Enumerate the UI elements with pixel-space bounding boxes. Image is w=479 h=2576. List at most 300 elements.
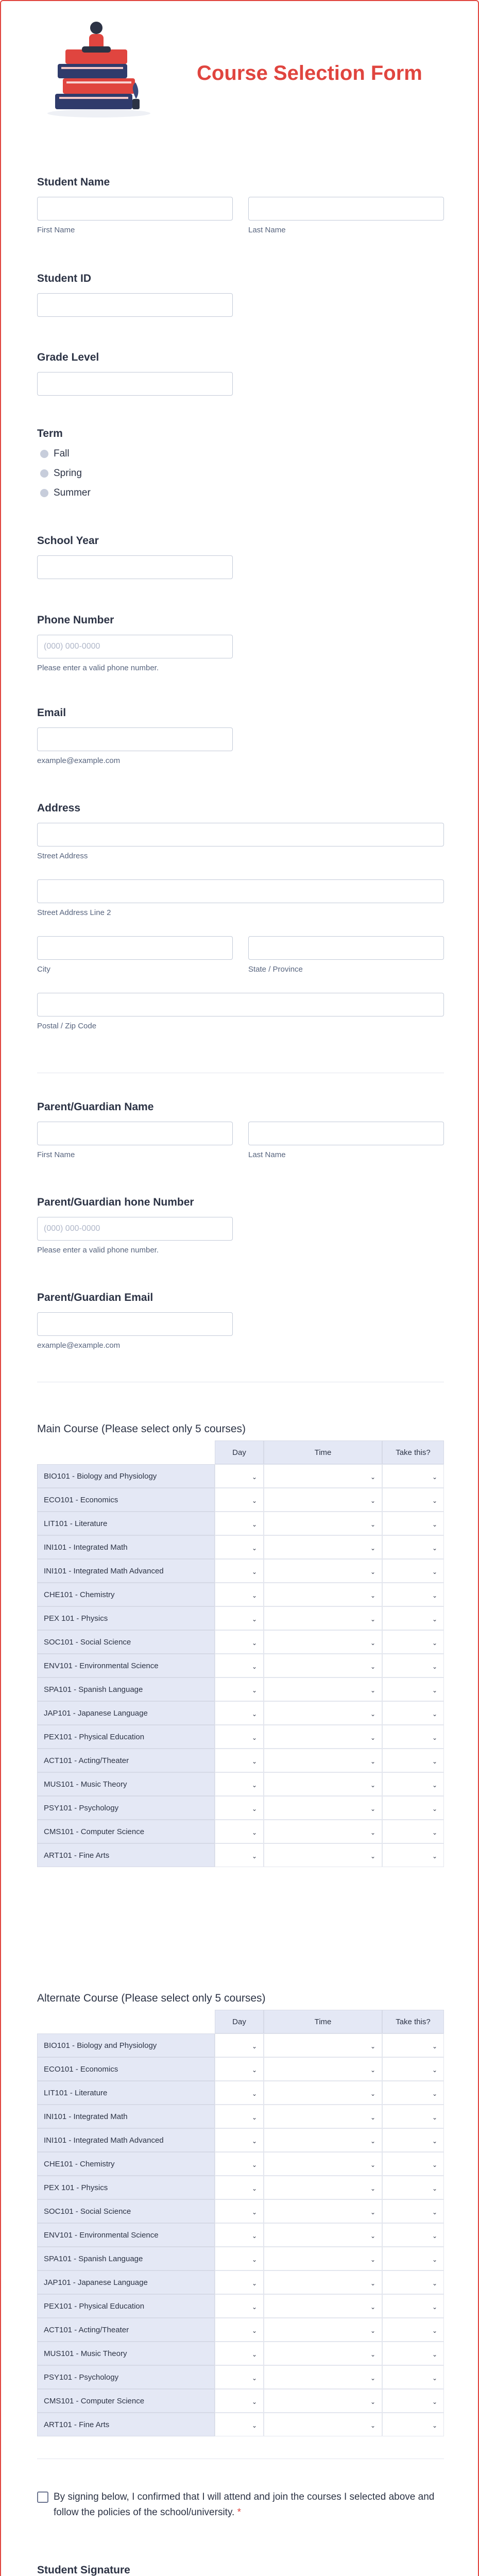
table-row xyxy=(37,1796,444,1820)
take-this-dropdown[interactable] xyxy=(382,1796,444,1820)
chevron-down-icon: ⌄ xyxy=(370,2066,376,2074)
table-row xyxy=(37,2223,444,2247)
take-this-dropdown[interactable] xyxy=(382,1464,444,1488)
course-label: INI101 - Integrated Math Advanced xyxy=(37,1559,215,1583)
take-this-dropdown[interactable] xyxy=(382,2270,444,2294)
course-label: ART101 - Fine Arts xyxy=(37,1843,215,1867)
email-label: Email xyxy=(37,707,66,719)
time-dropdown[interactable] xyxy=(264,2199,382,2223)
street-address-line2-input[interactable] xyxy=(37,879,444,903)
email-input[interactable] xyxy=(37,727,233,751)
take-this-dropdown[interactable] xyxy=(382,1772,444,1796)
chevron-down-icon: ⌄ xyxy=(370,2232,376,2240)
form-header xyxy=(1,1,478,104)
matrix-header-take-this: Take this? xyxy=(382,2010,444,2033)
course-label: ART101 - Fine Arts xyxy=(37,2413,215,2436)
day-dropdown[interactable] xyxy=(215,2176,264,2199)
time-dropdown[interactable] xyxy=(264,2342,382,2365)
day-dropdown[interactable] xyxy=(215,2342,264,2365)
take-this-dropdown[interactable] xyxy=(382,2033,444,2057)
time-dropdown[interactable] xyxy=(264,2294,382,2318)
chevron-down-icon: ⌄ xyxy=(432,2209,438,2216)
chevron-down-icon: ⌄ xyxy=(252,1568,258,1575)
day-dropdown[interactable] xyxy=(215,2033,264,2057)
agreement-text: By signing below, I confirmed that I will attend and join the courses I selected above and follow the policies of the school/university. xyxy=(54,2492,435,2518)
chevron-down-icon: ⌄ xyxy=(252,2280,258,2287)
course-label: MUS101 - Music Theory xyxy=(37,1772,215,1796)
chevron-down-icon: ⌄ xyxy=(432,1497,438,1504)
day-dropdown[interactable] xyxy=(215,1749,264,1772)
chevron-down-icon: ⌄ xyxy=(432,2090,438,2097)
parent-last-name-sublabel: Last Name xyxy=(248,1150,286,1159)
chevron-down-icon: ⌄ xyxy=(432,2043,438,2050)
chevron-down-icon: ⌄ xyxy=(370,1805,376,1812)
phone-label: Phone Number xyxy=(37,614,114,626)
chevron-down-icon: ⌄ xyxy=(432,1758,438,1765)
course-label: LIT101 - Literature xyxy=(37,2081,215,2105)
table-row xyxy=(37,2057,444,2081)
phone-input[interactable] xyxy=(37,635,233,658)
chevron-down-icon: ⌄ xyxy=(370,1829,376,1836)
student-last-name-input[interactable] xyxy=(248,197,444,221)
day-dropdown[interactable] xyxy=(215,2105,264,2128)
chevron-down-icon: ⌄ xyxy=(370,1782,376,1789)
take-this-dropdown[interactable] xyxy=(382,1535,444,1559)
parent-name-field xyxy=(37,1101,444,1159)
course-label: INI101 - Integrated Math Advanced xyxy=(37,2128,215,2152)
chevron-down-icon: ⌄ xyxy=(370,2422,376,2429)
time-dropdown[interactable] xyxy=(264,1535,382,1559)
table-row xyxy=(37,1606,444,1630)
day-dropdown[interactable] xyxy=(215,2152,264,2176)
course-label: CMS101 - Computer Science xyxy=(37,1820,215,1843)
term-field: Term Fall Spring Summer xyxy=(37,428,444,440)
parent-email-input[interactable] xyxy=(37,1312,233,1336)
day-dropdown[interactable] xyxy=(215,2318,264,2342)
table-row xyxy=(37,2342,444,2365)
student-id-input[interactable] xyxy=(37,293,233,317)
day-dropdown[interactable] xyxy=(215,1772,264,1796)
main-course-field xyxy=(37,1423,444,1860)
chevron-down-icon: ⌄ xyxy=(252,1473,258,1481)
time-dropdown[interactable] xyxy=(264,2033,382,2057)
course-label: JAP101 - Japanese Language xyxy=(37,2270,215,2294)
take-this-dropdown[interactable] xyxy=(382,1725,444,1749)
time-dropdown[interactable] xyxy=(264,2081,382,2105)
chevron-down-icon: ⌄ xyxy=(432,1734,438,1741)
school-year-field xyxy=(37,535,444,547)
take-this-dropdown[interactable] xyxy=(382,2247,444,2270)
email-field xyxy=(37,707,444,765)
time-dropdown[interactable] xyxy=(264,2389,382,2413)
chevron-down-icon: ⌄ xyxy=(432,2232,438,2240)
time-dropdown[interactable] xyxy=(264,1606,382,1630)
time-dropdown[interactable] xyxy=(264,1677,382,1701)
day-dropdown[interactable] xyxy=(215,1512,264,1535)
table-row xyxy=(37,1820,444,1843)
chevron-down-icon: ⌄ xyxy=(370,2256,376,2263)
day-dropdown[interactable] xyxy=(215,2294,264,2318)
course-label: PSY101 - Psychology xyxy=(37,2365,215,2389)
parent-name-label: Parent/Guardian Name xyxy=(37,1101,154,1113)
parent-phone-field xyxy=(37,1196,444,1255)
course-label: INI101 - Integrated Math xyxy=(37,1535,215,1559)
chevron-down-icon: ⌄ xyxy=(252,1592,258,1599)
chevron-down-icon: ⌄ xyxy=(370,2114,376,2121)
take-this-dropdown[interactable] xyxy=(382,2057,444,2081)
course-label: MUS101 - Music Theory xyxy=(37,2342,215,2365)
grade-level-label: Grade Level xyxy=(37,351,99,363)
time-dropdown[interactable] xyxy=(264,1559,382,1583)
radio-icon[interactable] xyxy=(40,489,48,497)
take-this-dropdown[interactable] xyxy=(382,2389,444,2413)
take-this-dropdown[interactable] xyxy=(382,1843,444,1867)
chevron-down-icon: ⌄ xyxy=(370,2375,376,2382)
student-first-name-input[interactable] xyxy=(37,197,233,221)
zip-input[interactable] xyxy=(37,993,444,1016)
day-dropdown[interactable] xyxy=(215,1488,264,1512)
chevron-down-icon: ⌄ xyxy=(252,2351,258,2358)
take-this-dropdown[interactable] xyxy=(382,2128,444,2152)
time-dropdown[interactable] xyxy=(264,2128,382,2152)
table-row xyxy=(37,1701,444,1725)
chevron-down-icon: ⌄ xyxy=(370,2280,376,2287)
phone-sublabel: Please enter a valid phone number. xyxy=(37,664,159,672)
take-this-dropdown[interactable] xyxy=(382,1677,444,1701)
term-label: Term xyxy=(37,428,63,439)
last-name-sublabel: Last Name xyxy=(248,226,286,234)
take-this-dropdown[interactable] xyxy=(382,1820,444,1843)
table-row xyxy=(37,2199,444,2223)
table-row xyxy=(37,2128,444,2152)
chevron-down-icon: ⌄ xyxy=(252,2256,258,2263)
course-label: PEX101 - Physical Education xyxy=(37,2294,215,2318)
day-dropdown[interactable] xyxy=(215,2081,264,2105)
chevron-down-icon: ⌄ xyxy=(370,2327,376,2334)
school-year-label: School Year xyxy=(37,535,99,547)
chevron-down-icon: ⌄ xyxy=(370,1545,376,1552)
chevron-down-icon: ⌄ xyxy=(370,1710,376,1718)
parent-first-name-input[interactable] xyxy=(37,1122,233,1145)
time-dropdown[interactable] xyxy=(264,2176,382,2199)
chevron-down-icon: ⌄ xyxy=(370,1616,376,1623)
course-label: ECO101 - Economics xyxy=(37,2057,215,2081)
take-this-dropdown[interactable] xyxy=(382,2365,444,2389)
table-row xyxy=(37,2413,444,2436)
time-dropdown[interactable] xyxy=(264,1772,382,1796)
take-this-dropdown[interactable] xyxy=(382,1488,444,1512)
day-dropdown[interactable] xyxy=(215,1583,264,1606)
day-dropdown[interactable] xyxy=(215,1630,264,1654)
student-id-field xyxy=(37,273,444,285)
take-this-dropdown[interactable] xyxy=(382,1654,444,1677)
time-dropdown[interactable] xyxy=(264,2247,382,2270)
chevron-down-icon: ⌄ xyxy=(252,2185,258,2192)
take-this-dropdown[interactable] xyxy=(382,2413,444,2436)
chevron-down-icon: ⌄ xyxy=(252,2043,258,2050)
time-dropdown[interactable] xyxy=(264,1488,382,1512)
school-year-input[interactable] xyxy=(37,555,233,579)
course-label: INI101 - Integrated Math xyxy=(37,2105,215,2128)
parent-last-name-input[interactable] xyxy=(248,1122,444,1145)
day-dropdown[interactable] xyxy=(215,1820,264,1843)
day-dropdown[interactable] xyxy=(215,2247,264,2270)
table-row xyxy=(37,1654,444,1677)
chevron-down-icon: ⌄ xyxy=(252,2090,258,2097)
chevron-down-icon: ⌄ xyxy=(370,1521,376,1528)
chevron-down-icon: ⌄ xyxy=(252,1782,258,1789)
student-name-label: Student Name xyxy=(37,176,110,188)
chevron-down-icon: ⌄ xyxy=(252,1497,258,1504)
take-this-dropdown[interactable] xyxy=(382,2223,444,2247)
chevron-down-icon: ⌄ xyxy=(432,2422,438,2429)
course-label: SOC101 - Social Science xyxy=(37,1630,215,1654)
chevron-down-icon: ⌄ xyxy=(252,2138,258,2145)
chevron-down-icon: ⌄ xyxy=(370,1734,376,1741)
time-dropdown[interactable] xyxy=(264,1843,382,1867)
state-input[interactable] xyxy=(248,936,444,960)
chevron-down-icon: ⌄ xyxy=(432,2303,438,2311)
course-label: ACT101 - Acting/Theater xyxy=(37,2318,215,2342)
chevron-down-icon: ⌄ xyxy=(252,2398,258,2405)
time-dropdown[interactable] xyxy=(264,2152,382,2176)
chevron-down-icon: ⌄ xyxy=(432,1663,438,1670)
chevron-down-icon: ⌄ xyxy=(370,2185,376,2192)
course-label: ACT101 - Acting/Theater xyxy=(37,1749,215,1772)
table-row xyxy=(37,1630,444,1654)
course-label: PEX101 - Physical Education xyxy=(37,1725,215,1749)
chevron-down-icon: ⌄ xyxy=(370,1687,376,1694)
time-dropdown[interactable] xyxy=(264,2223,382,2247)
chevron-down-icon: ⌄ xyxy=(432,2161,438,2168)
time-dropdown[interactable] xyxy=(264,2365,382,2389)
take-this-dropdown[interactable] xyxy=(382,1583,444,1606)
chevron-down-icon: ⌄ xyxy=(252,1687,258,1694)
take-this-dropdown[interactable] xyxy=(382,2342,444,2365)
chevron-down-icon: ⌄ xyxy=(252,1853,258,1860)
chevron-down-icon: ⌄ xyxy=(432,1473,438,1481)
matrix-header-day: Day xyxy=(215,2010,264,2033)
radio-icon[interactable] xyxy=(40,450,48,458)
chevron-down-icon: ⌄ xyxy=(432,1521,438,1528)
time-dropdown[interactable] xyxy=(264,2057,382,2081)
chevron-down-icon: ⌄ xyxy=(252,1663,258,1670)
chevron-down-icon: ⌄ xyxy=(432,1829,438,1836)
day-dropdown[interactable] xyxy=(215,2199,264,2223)
day-dropdown[interactable] xyxy=(215,2365,264,2389)
chevron-down-icon: ⌄ xyxy=(432,1687,438,1694)
parent-phone-input[interactable] xyxy=(37,1217,233,1241)
form-title: Course Selection Form xyxy=(197,62,422,84)
take-this-dropdown[interactable] xyxy=(382,2294,444,2318)
books-illustration-icon xyxy=(45,16,163,120)
chevron-down-icon: ⌄ xyxy=(252,2066,258,2074)
time-dropdown[interactable] xyxy=(264,1654,382,1677)
chevron-down-icon: ⌄ xyxy=(370,2090,376,2097)
course-label: PEX 101 - Physics xyxy=(37,1606,215,1630)
course-label: SPA101 - Spanish Language xyxy=(37,1677,215,1701)
time-dropdown[interactable] xyxy=(264,1749,382,1772)
chevron-down-icon: ⌄ xyxy=(252,1758,258,1765)
table-row xyxy=(37,1843,444,1867)
day-dropdown[interactable] xyxy=(215,2270,264,2294)
parent-phone-placeholder: (000) 000-0000 xyxy=(44,1224,100,1233)
table-row xyxy=(37,2365,444,2389)
table-row xyxy=(37,1583,444,1606)
email-sublabel: example@example.com xyxy=(37,756,121,765)
day-dropdown[interactable] xyxy=(215,2057,264,2081)
address-label: Address xyxy=(37,802,81,814)
day-dropdown[interactable] xyxy=(215,1535,264,1559)
course-label: ECO101 - Economics xyxy=(37,1488,215,1512)
day-dropdown[interactable] xyxy=(215,1677,264,1701)
day-dropdown[interactable] xyxy=(215,2223,264,2247)
course-label: JAP101 - Japanese Language xyxy=(37,1701,215,1725)
time-dropdown[interactable] xyxy=(264,1464,382,1488)
time-dropdown[interactable] xyxy=(264,1820,382,1843)
chevron-down-icon: ⌄ xyxy=(370,2209,376,2216)
day-dropdown[interactable] xyxy=(215,2128,264,2152)
time-dropdown[interactable] xyxy=(264,2318,382,2342)
take-this-dropdown[interactable] xyxy=(382,2176,444,2199)
zip-sublabel: Postal / Zip Code xyxy=(37,1022,97,1030)
grade-level-input[interactable] xyxy=(37,372,233,396)
table-row xyxy=(37,1772,444,1796)
parent-phone-sublabel: Please enter a valid phone number. xyxy=(37,1246,159,1255)
take-this-dropdown[interactable] xyxy=(382,1512,444,1535)
street-address-input[interactable] xyxy=(37,823,444,846)
table-row xyxy=(37,2247,444,2270)
course-label: ENV101 - Environmental Science xyxy=(37,1654,215,1677)
matrix-header-day: Day xyxy=(215,1440,264,1464)
day-dropdown[interactable] xyxy=(215,1606,264,1630)
chevron-down-icon: ⌄ xyxy=(252,1521,258,1528)
day-dropdown[interactable] xyxy=(215,1701,264,1725)
table-row xyxy=(37,2081,444,2105)
chevron-down-icon: ⌄ xyxy=(252,2327,258,2334)
grade-level-field xyxy=(37,351,444,364)
chevron-down-icon: ⌄ xyxy=(432,1639,438,1647)
chevron-down-icon: ⌄ xyxy=(432,2398,438,2405)
take-this-dropdown[interactable] xyxy=(382,1630,444,1654)
take-this-dropdown[interactable] xyxy=(382,2199,444,2223)
day-dropdown[interactable] xyxy=(215,1464,264,1488)
table-row xyxy=(37,2389,444,2413)
table-row xyxy=(37,1725,444,1749)
chevron-down-icon: ⌄ xyxy=(432,1568,438,1575)
day-dropdown[interactable] xyxy=(215,2389,264,2413)
day-dropdown[interactable] xyxy=(215,1654,264,1677)
chevron-down-icon: ⌄ xyxy=(252,1639,258,1647)
chevron-down-icon: ⌄ xyxy=(432,1782,438,1789)
table-row xyxy=(37,1512,444,1535)
take-this-dropdown[interactable] xyxy=(382,2152,444,2176)
chevron-down-icon: ⌄ xyxy=(432,1853,438,1860)
chevron-down-icon: ⌄ xyxy=(432,2375,438,2382)
take-this-dropdown[interactable] xyxy=(382,2105,444,2128)
chevron-down-icon: ⌄ xyxy=(432,2280,438,2287)
take-this-dropdown[interactable] xyxy=(382,2318,444,2342)
table-row xyxy=(37,2105,444,2128)
course-label: LIT101 - Literature xyxy=(37,1512,215,1535)
required-mark: * xyxy=(237,2507,242,2518)
student-signature-field xyxy=(37,2564,444,2576)
time-dropdown[interactable] xyxy=(264,2413,382,2436)
matrix-header-time: Time xyxy=(264,2010,382,2033)
chevron-down-icon: ⌄ xyxy=(370,1473,376,1481)
chevron-down-icon: ⌄ xyxy=(432,2114,438,2121)
time-dropdown[interactable] xyxy=(264,2270,382,2294)
course-label: BIO101 - Biology and Physiology xyxy=(37,1464,215,1488)
first-name-sublabel: First Name xyxy=(37,226,75,234)
day-dropdown[interactable] xyxy=(215,1559,264,1583)
time-dropdown[interactable] xyxy=(264,1583,382,1606)
city-input[interactable] xyxy=(37,936,233,960)
chevron-down-icon: ⌄ xyxy=(252,1545,258,1552)
time-dropdown[interactable] xyxy=(264,1796,382,1820)
chevron-down-icon: ⌄ xyxy=(370,2043,376,2050)
take-this-dropdown[interactable] xyxy=(382,1749,444,1772)
main-course-label: Main Course (Please select only 5 courses) xyxy=(37,1423,246,1435)
chevron-down-icon: ⌄ xyxy=(252,2303,258,2311)
chevron-down-icon: ⌄ xyxy=(370,2161,376,2168)
radio-icon[interactable] xyxy=(40,469,48,478)
table-row xyxy=(37,2294,444,2318)
student-name-field xyxy=(37,176,444,234)
chevron-down-icon: ⌄ xyxy=(432,2256,438,2263)
course-label: CHE101 - Chemistry xyxy=(37,1583,215,1606)
time-dropdown[interactable] xyxy=(264,2105,382,2128)
chevron-down-icon: ⌄ xyxy=(432,1592,438,1599)
course-label: PEX 101 - Physics xyxy=(37,2176,215,2199)
agreement-checkbox[interactable] xyxy=(37,2492,48,2503)
chevron-down-icon: ⌄ xyxy=(370,1663,376,1670)
time-dropdown[interactable] xyxy=(264,1512,382,1535)
day-dropdown[interactable] xyxy=(215,1843,264,1867)
chevron-down-icon: ⌄ xyxy=(370,1568,376,1575)
chevron-down-icon: ⌄ xyxy=(252,1805,258,1812)
chevron-down-icon: ⌄ xyxy=(252,2232,258,2240)
take-this-dropdown[interactable] xyxy=(382,1606,444,1630)
day-dropdown[interactable] xyxy=(215,1796,264,1820)
phone-field xyxy=(37,614,444,672)
take-this-dropdown[interactable] xyxy=(382,1701,444,1725)
day-dropdown[interactable] xyxy=(215,1725,264,1749)
chevron-down-icon: ⌄ xyxy=(370,2351,376,2358)
matrix-header-take-this: Take this? xyxy=(382,1440,444,1464)
take-this-dropdown[interactable] xyxy=(382,1559,444,1583)
table-row xyxy=(37,2152,444,2176)
chevron-down-icon: ⌄ xyxy=(252,1710,258,1718)
course-label: SOC101 - Social Science xyxy=(37,2199,215,2223)
table-row xyxy=(37,2033,444,2057)
time-dropdown[interactable] xyxy=(264,1701,382,1725)
day-dropdown[interactable] xyxy=(215,2413,264,2436)
course-label: CMS101 - Computer Science xyxy=(37,2389,215,2413)
chevron-down-icon: ⌄ xyxy=(370,1592,376,1599)
table-row xyxy=(37,1488,444,1512)
street-address-sublabel: Street Address xyxy=(37,852,88,860)
chevron-down-icon: ⌄ xyxy=(370,1497,376,1504)
parent-phone-label: Parent/Guardian hone Number xyxy=(37,1196,194,1208)
chevron-down-icon: ⌄ xyxy=(252,1829,258,1836)
time-dropdown[interactable] xyxy=(264,1630,382,1654)
time-dropdown[interactable] xyxy=(264,1725,382,1749)
course-label: PSY101 - Psychology xyxy=(37,1796,215,1820)
address-field xyxy=(37,802,444,1030)
table-row xyxy=(37,1559,444,1583)
take-this-dropdown[interactable] xyxy=(382,2081,444,2105)
